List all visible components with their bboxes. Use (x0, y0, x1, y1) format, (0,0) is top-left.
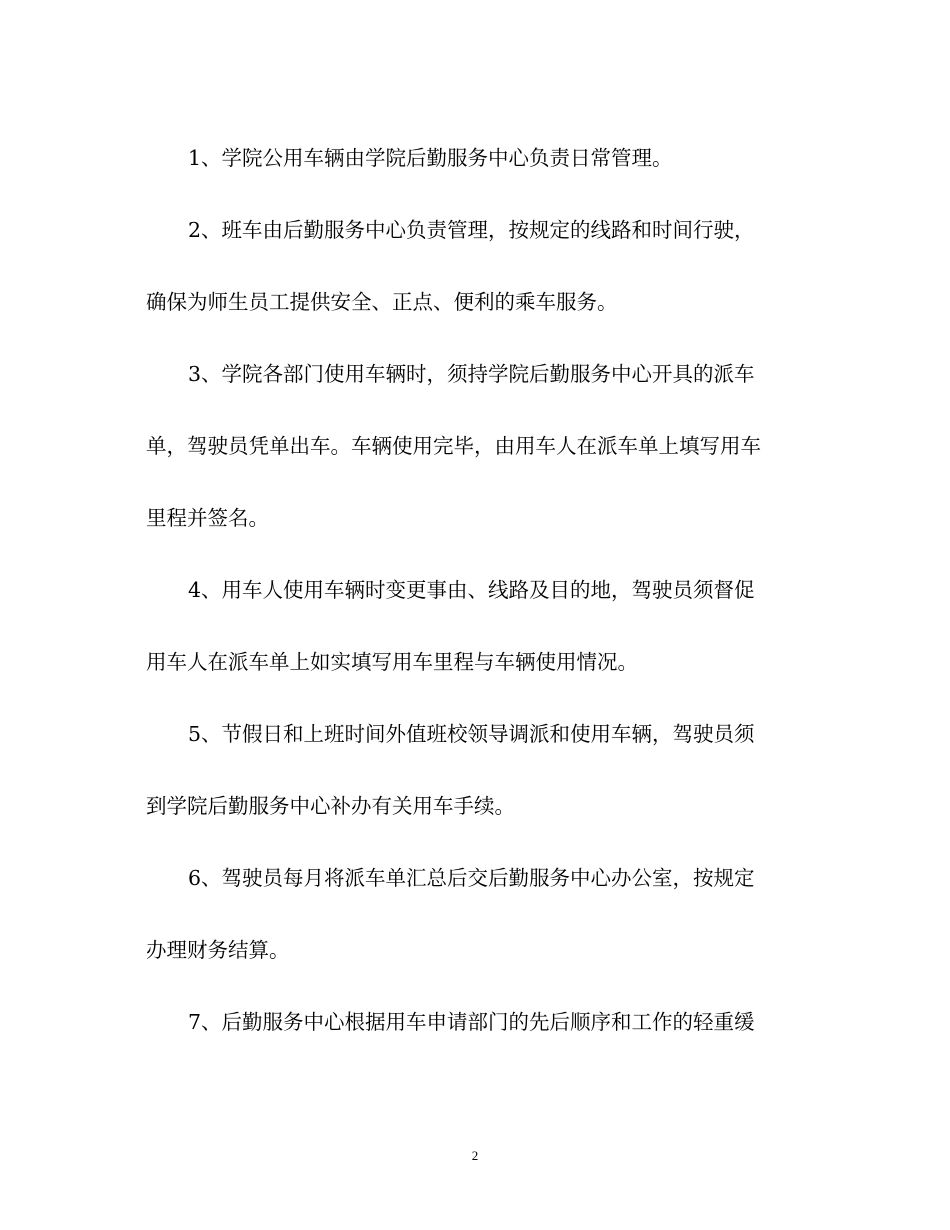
text-line: 7、后勤服务中心根据用车申请部门的先后顺序和工作的轻重缓 (188, 1010, 755, 1034)
text-line: 3、学院各部门使用车辆时，须持学院后勤服务中心开具的派车 (188, 362, 755, 386)
text-line: 办理财务结算。 (146, 938, 290, 962)
text-line: 5、节假日和上班时间外值班校领导调派和使用车辆，驾驶员须 (188, 722, 755, 746)
text-line: 确保为师生员工提供安全、正点、便利的乘车服务。 (146, 290, 618, 314)
text-line: 里程并签名。 (146, 506, 269, 530)
document-body (146, 136, 806, 1072)
text-line: 2、班车由后勤服务中心负责管理，按规定的线路和时间行驶， (188, 218, 755, 242)
text-line: 用车人在派车单上如实填写用车里程与车辆使用情况。 (146, 650, 638, 674)
text-line: 单，驾驶员凭单出车。车辆使用完毕，由用车人在派车单上填写用车 (146, 434, 761, 458)
page-number: 2 (471, 1148, 479, 1163)
text-line: 6、驾驶员每月将派车单汇总后交后勤服务中心办公室，按规定 (188, 866, 755, 890)
text-line: 4、用车人使用车辆时变更事由、线路及目的地，驾驶员须督促 (188, 578, 755, 602)
text-line: 到学院后勤服务中心补办有关用车手续。 (146, 794, 515, 818)
text-line: 1、学院公用车辆由学院后勤服务中心负责日常管理。 (188, 146, 673, 170)
